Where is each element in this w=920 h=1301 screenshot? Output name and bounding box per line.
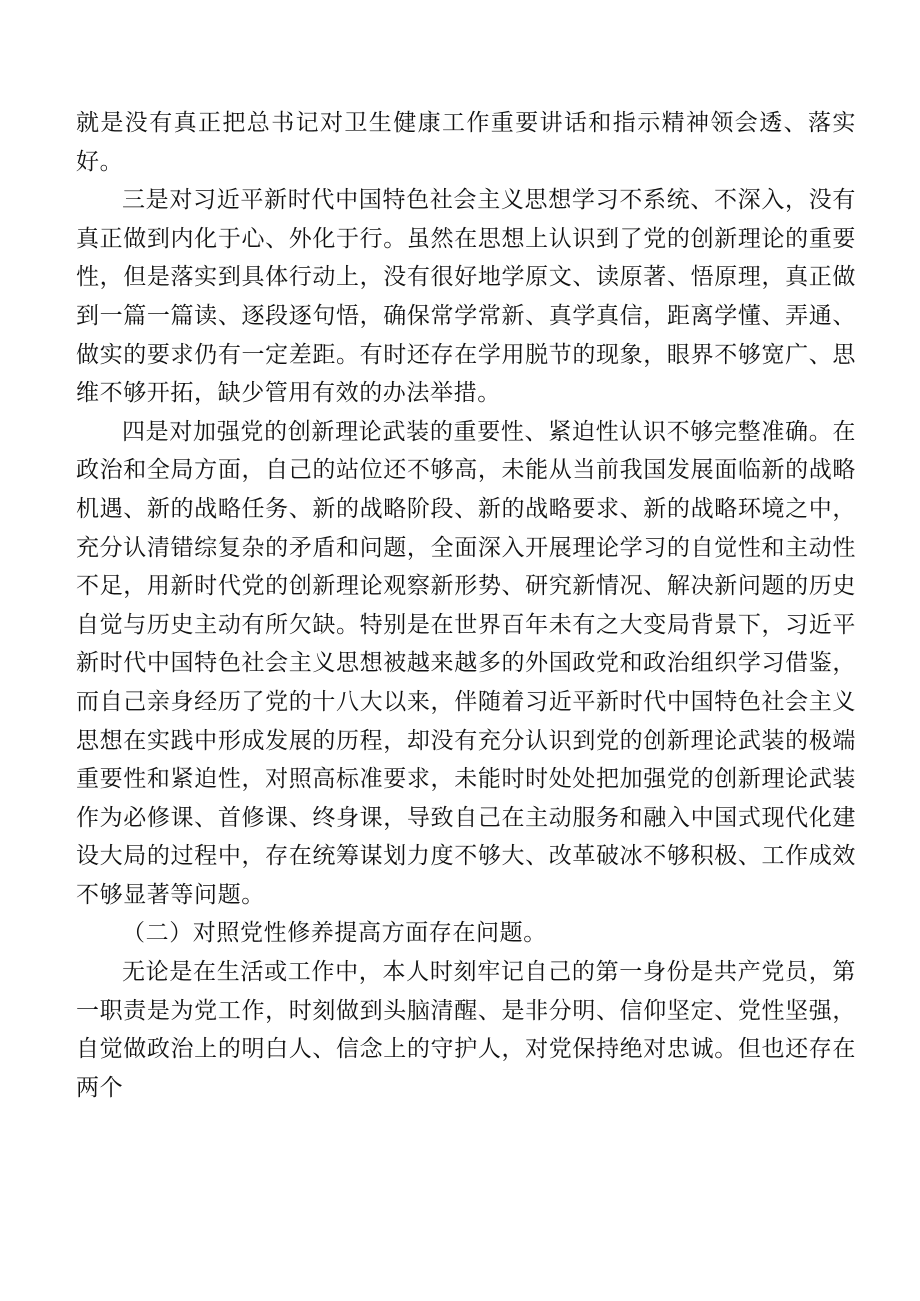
paragraph-point-three: 三是对习近平新时代中国特色社会主义思想学习不系统、不深入，没有真正做到内化于心、外化于行。虽然在思想上认识到了党的创新理论的重要性，但是落实到具体行动上，没有很好地学原文、读原著、悟原理，真正做到一篇一篇读、逐段逐句悟，确保常学常新、真学真信，距离学懂、弄通、做实的要求仍有一定差距。有时还存在学用脱节的现象，眼界不够宽广、思维不够开拓，缺少管用有效的办法举措。: [76, 187, 856, 407]
paragraph-continuation: 就是没有真正把总书记对卫生健康工作重要讲话和指示精神领会透、落实好。: [76, 110, 856, 175]
paragraph-party-spirit: 无论是在生活或工作中，本人时刻牢记自己的第一身份是共产党员，第一职责是为党工作，时刻做到头脑清醒、是非分明、信仰坚定、党性坚强，自觉做政治上的明白人、信念上的守护人，对党保持绝对忠诚。但也还存在两个: [76, 959, 856, 1101]
paragraph-point-four: 四是对加强党的创新理论武装的重要性、紧迫性认识不够完整准确。在政治和全局方面，自己的站位还不够高，未能从当前我国发展面临新的战略机遇、新的战略任务、新的战略阶段、新的战略要求、新的战略环境之中，充分认清错综复杂的矛盾和问题，全面深入开展理论学习的自觉性和主动性不足，用新时代党的创新理论观察新形势、研究新情况、解决新问题的历史自觉与历史主动有所欠缺。特别是在世界百年未有之大变局背景下，习近平新时代中国特色社会主义思想被越来越多的外国政党和政治组织学习借鉴，而自己亲身经历了党的十八大以来，伴随着习近平新时代中国特色社会主义思想在实践中形成发展的历程，却没有充分认识到党的创新理论武装的极端重要性和紧迫性，对照高标准要求，未能时时处处把加强党的创新理论武装作为必修课、首修课、终身课，导致自己在主动服务和融入中国式现代化建设大局的过程中，存在统筹谋划力度不够大、改革破冰不够积极、工作成效不够显著等问题。: [76, 418, 856, 908]
section-heading-party-spirit: （二）对照党性修养提高方面存在问题。: [122, 920, 547, 947]
document-body: [76, 104, 856, 1107]
